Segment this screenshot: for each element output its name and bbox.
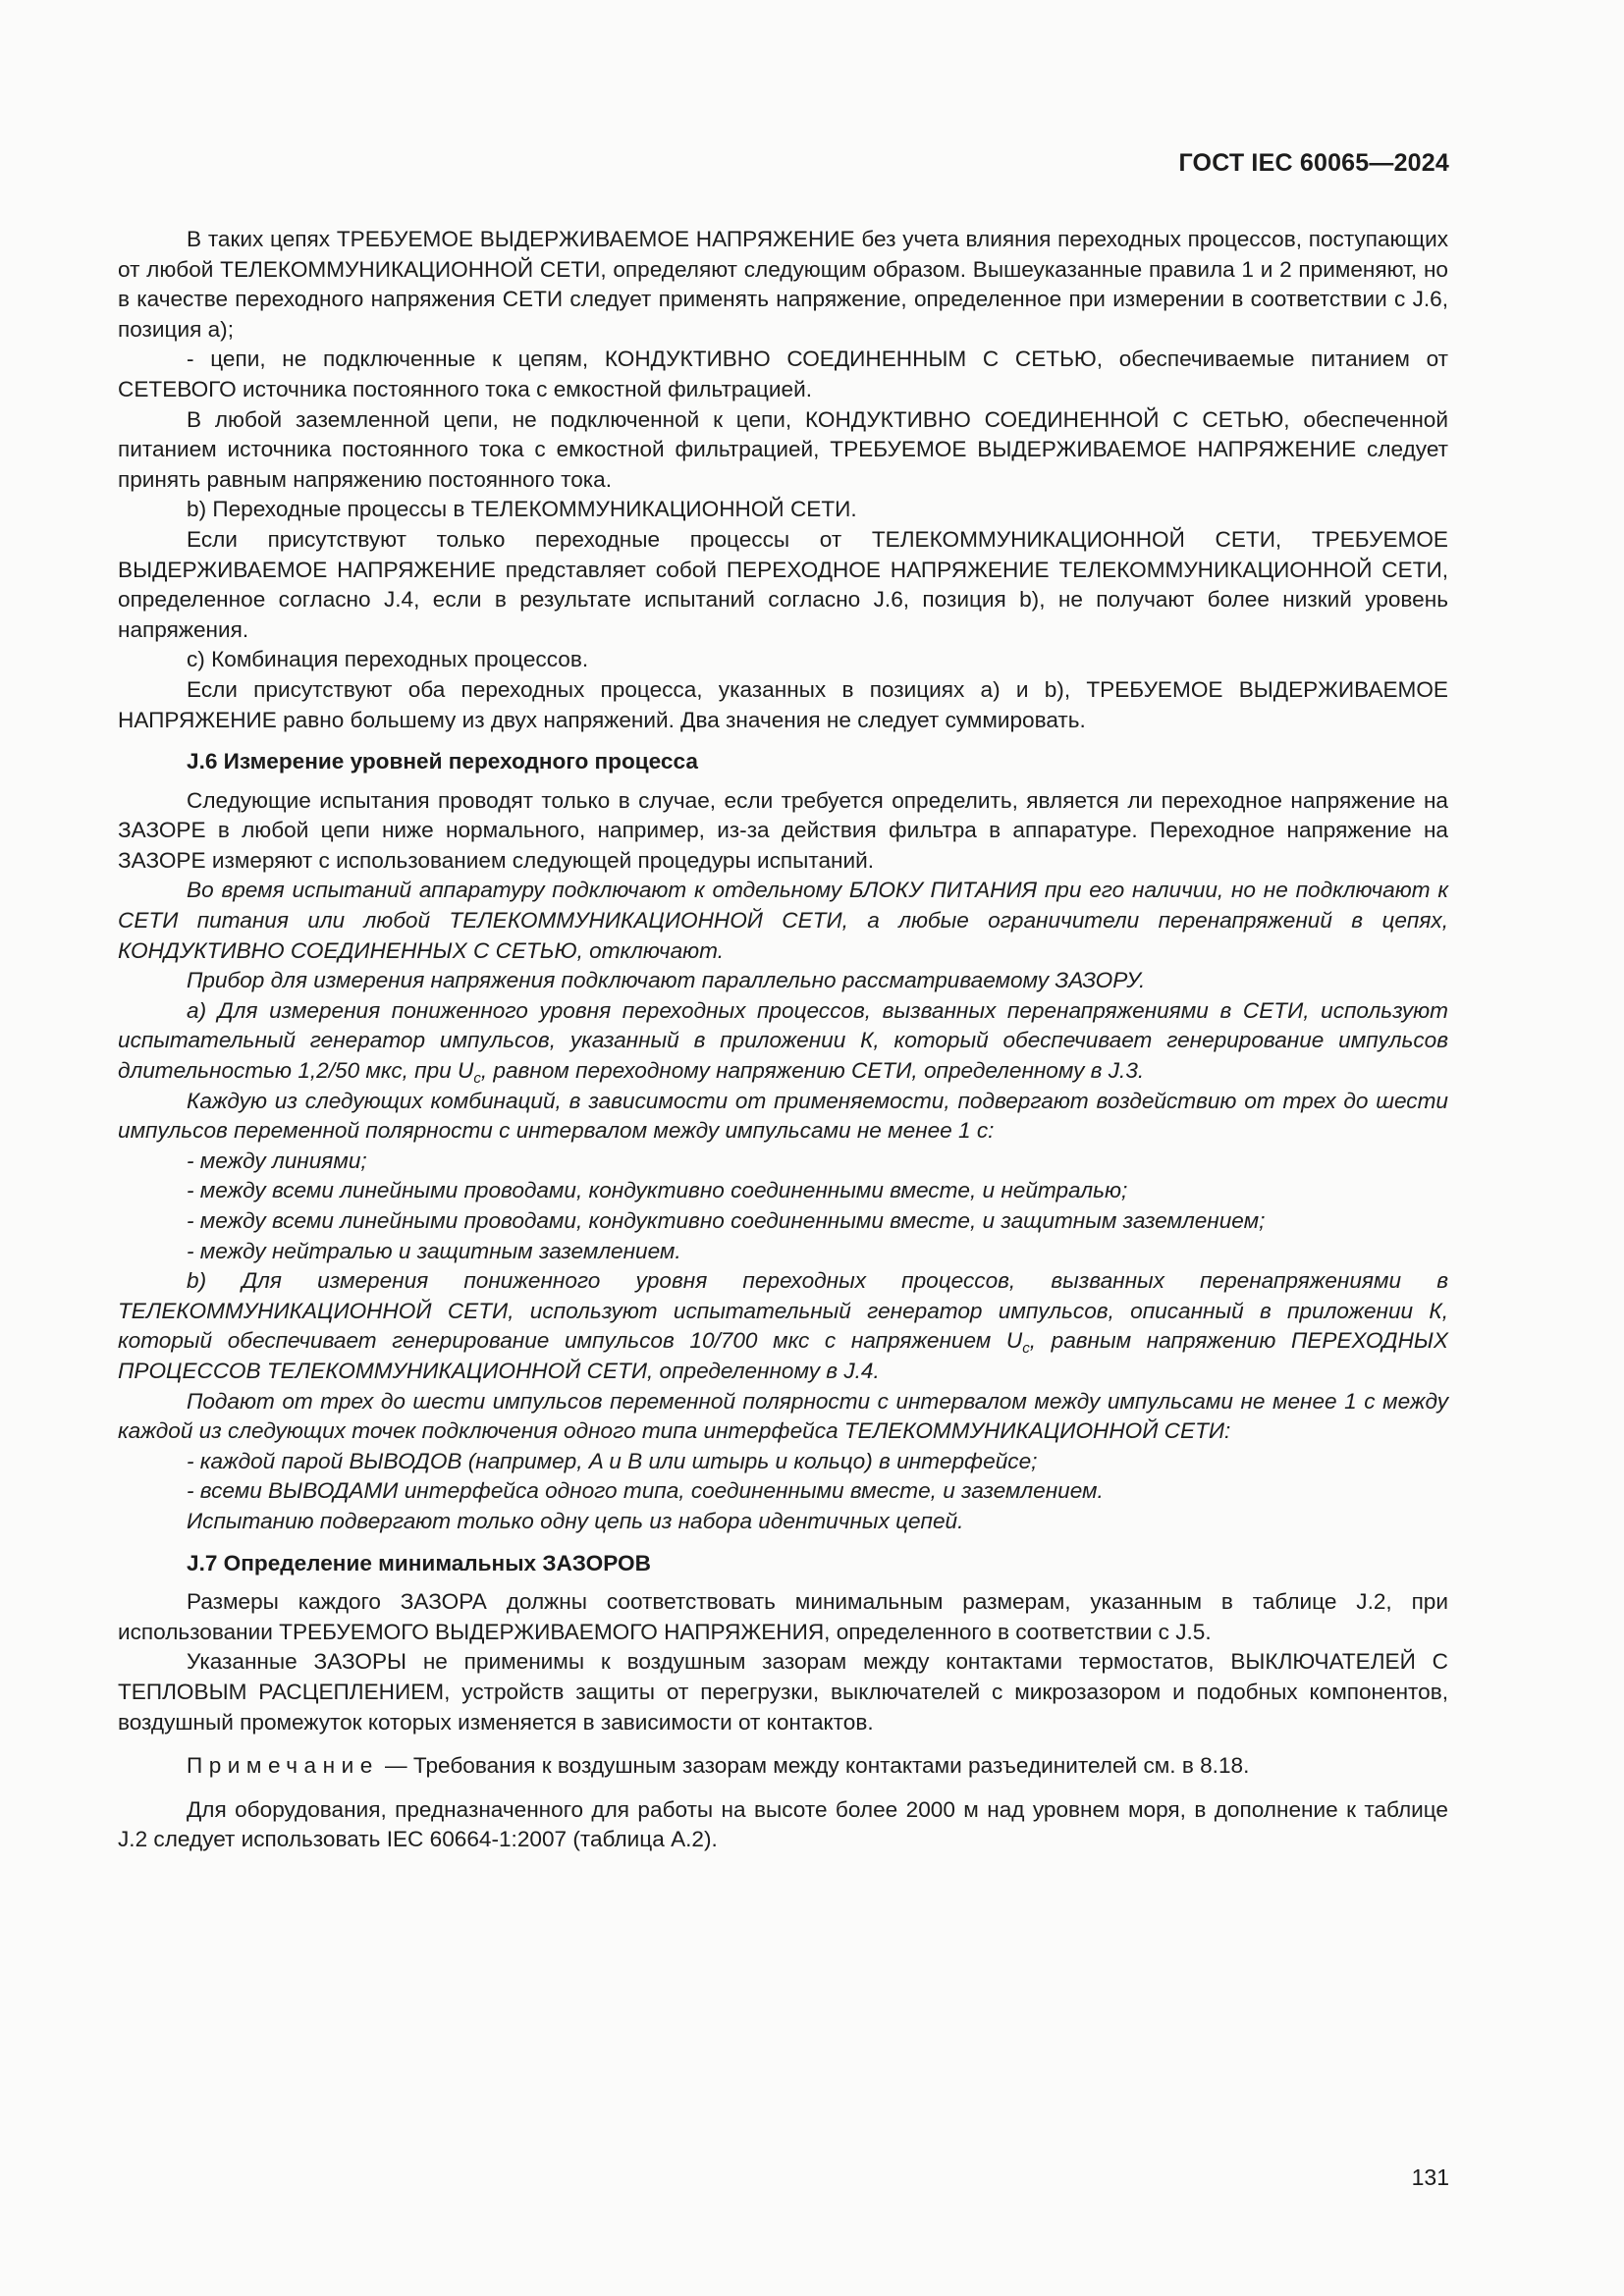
list-item: - цепи, не подключенные к цепям, КОНДУКТИВНО СОЕДИНЕННЫМ С СЕТЬЮ, обеспечиваемые питанием от СЕТЕВОГО источника постоянного тока с емкостной фильтрацией.	[118, 347, 1448, 401]
paragraph: Подают от трех до шести импульсов переменной полярности с интервалом между импульсами не менее 1 с между каждой из следующих точек подключения одного типа интерфейса ТЕЛЕКОММУНИКАЦИОННОЙ СЕТИ:	[118, 1388, 1448, 1444]
document-header: ГОСТ IEC 60065—2024	[1178, 149, 1449, 177]
paragraph: Испытанию подвергают только одну цепь из набора идентичных цепей.	[187, 1508, 964, 1533]
text-fragment: a) Для измерения пониженного уровня переходных процессов, вызванных перенапряжениями в СЕТИ, используют испытательный генератор импульсов, указанный в приложении К, который обеспечивает генерирование импульсов длительностью 1,2/50 мкс, при U	[118, 997, 1448, 1084]
text-fragment: , равным напряжению ПЕРЕХОДНЫХ ПРОЦЕССОВ ТЕЛЕКОММУНИКАЦИОННОЙ СЕТИ, определенному в J.4.	[118, 1328, 1448, 1383]
list-item: - каждой парой ВЫВОДОВ (например, A и B или штырь и кольцо) в интерфейсе;	[187, 1448, 1038, 1473]
subscript: c	[473, 1070, 481, 1088]
paragraph: Следующие испытания проводят только в случае, если требуется определить, является ли переходное напряжение на ЗАЗОРЕ в любой цепи ниже нормального, например, из-за действия фильтра в аппаратуре. Переходное напряжение на ЗАЗОРЕ измеряют с использованием следующей процедуры испытаний.	[118, 787, 1448, 873]
paragraph: В любой заземленной цепи, не подключенной к цепи, КОНДУКТИВНО СОЕДИНЕННОЙ С СЕТЬЮ, обеспеченной питанием источника постоянного тока с емкостной фильтрацией, ТРЕБУЕМОЕ ВЫДЕРЖИВАЕМОЕ НАПРЯЖЕНИЕ следует принять равным напряжению постоянного тока.	[118, 406, 1448, 492]
list-item: - между линиями;	[187, 1148, 367, 1173]
paragraph: Для оборудования, предназначенного для работы на высоте более 2000 м над уровнем моря, в дополнение к таблице J.2 следует использовать IEC 60664-1:2007 (таблица А.2).	[118, 1796, 1448, 1852]
paragraph: Если присутствуют оба переходных процесса, указанных в позициях a) и b), ТРЕБУЕМОЕ ВЫДЕРЖИВАЕМОЕ НАПРЯЖЕНИЕ равно большему из двух напряжений. Два значения не следует суммировать.	[118, 676, 1448, 732]
paragraph: В таких цепях ТРЕБУЕМОЕ ВЫДЕРЖИВАЕМОЕ НАПРЯЖЕНИЕ без учета влияния переходных процессов, поступающих от любой ТЕЛЕКОММУНИКАЦИОННОЙ СЕТИ, определяют следующим образом. Вышеуказанные правила 1 и 2 применяют, но в качестве переходного напряжения СЕТИ следует применять напряжение, определенное при измерении в соответствии с J.6, позиция a);	[118, 227, 1448, 342]
note-text: — Требования к воздушным зазорам между контактами разъединителей см. в 8.18.	[378, 1753, 1250, 1779]
paragraph: Указанные ЗАЗОРЫ не применимы к воздушным зазорам между контактами термостатов, ВЫКЛЮЧАТЕЛЕЙ С ТЕПЛОВЫМ РАСЦЕПЛЕНИЕМ, устройств защиты от перегрузки, выключателей с микрозазором и подобных компонентов, воздушный промежуток которых изменяется в зависимости от контактов.	[118, 1649, 1448, 1735]
paragraph: Каждую из следующих комбинаций, в зависимости от применяемости, подвергают воздействию от трех до шести импульсов переменной полярности с интервалом между импульсами не менее 1 с:	[118, 1088, 1448, 1144]
paragraph: b) Переходные процессы в ТЕЛЕКОММУНИКАЦИОННОЙ СЕТИ.	[187, 497, 857, 522]
paragraph	[118, 1266, 1448, 1386]
note	[118, 1751, 1448, 1782]
list-item: - между нейтралью и защитным заземлением.	[187, 1238, 681, 1263]
subscript: c	[1022, 1340, 1030, 1358]
text-fragment: , равном переходному напряжению СЕТИ, определенному в J.3.	[480, 1058, 1145, 1084]
paragraph: Размеры каждого ЗАЗОРА должны соответствовать минимальным размерам, указанным в таблице J.2, при использовании ТРЕБУЕМОГО ВЫДЕРЖИВАЕМОГО НАПРЯЖЕНИЯ, определенного в соответствии с J.5.	[118, 1589, 1448, 1644]
list-item: - между всеми линейными проводами, кондуктивно соединенными вместе, и защитным заземлением;	[187, 1208, 1266, 1233]
page-number: 131	[1411, 2164, 1449, 2190]
paragraph: c) Комбинация переходных процессов.	[187, 647, 589, 672]
note-label: Примечание	[187, 1753, 379, 1779]
paragraph: Во время испытаний аппаратуру подключают к отдельному БЛОКУ ПИТАНИЯ при его наличии, но не подключают к СЕТИ питания или любой ТЕЛЕКОММУНИКАЦИОННОЙ СЕТИ, а любые ограничители перенапряжений в цепях, КОНДУКТИВНО СОЕДИНЕННЫХ С СЕТЬЮ, отключают.	[118, 878, 1448, 963]
paragraph: Если присутствуют только переходные процессы от ТЕЛЕКОММУНИКАЦИОННОЙ СЕТИ, ТРЕБУЕМОЕ ВЫДЕРЖИВАЕМОЕ НАПРЯЖЕНИЕ представляет собой ПЕРЕХОДНОЕ НАПРЯЖЕНИЕ ТЕЛЕКОММУНИКАЦИОННОЙ СЕТИ, определенное согласно J.4, если в результате испытаний согласно J.6, позиция b), не получают более низкий уровень напряжения.	[118, 526, 1448, 642]
document-body	[118, 225, 1448, 1855]
section-heading-j6: J.6 Измерение уровней переходного процесса	[187, 749, 698, 774]
list-item: - всеми ВЫВОДАМИ интерфейса одного типа, соединенными вместе, и заземлением.	[187, 1478, 1104, 1504]
list-item: - между всеми линейными проводами, кондуктивно соединенными вместе, и нейтралью;	[187, 1178, 1128, 1203]
text-fragment: b) Для измерения пониженного уровня переходных процессов, вызванных перенапряжениями в ТЕЛЕКОММУНИКАЦИОННОЙ СЕТИ, используют испытательный генератор импульсов, описанный в приложении К, который обеспечивает генерирование импульсов 10/700 мкс с напряжением U	[118, 1268, 1448, 1354]
section-heading-j7: J.7 Определение минимальных ЗАЗОРОВ	[187, 1550, 651, 1575]
paragraph	[118, 996, 1448, 1087]
paragraph: Прибор для измерения напряжения подключают параллельно рассматриваемому ЗАЗОРУ.	[187, 968, 1146, 993]
